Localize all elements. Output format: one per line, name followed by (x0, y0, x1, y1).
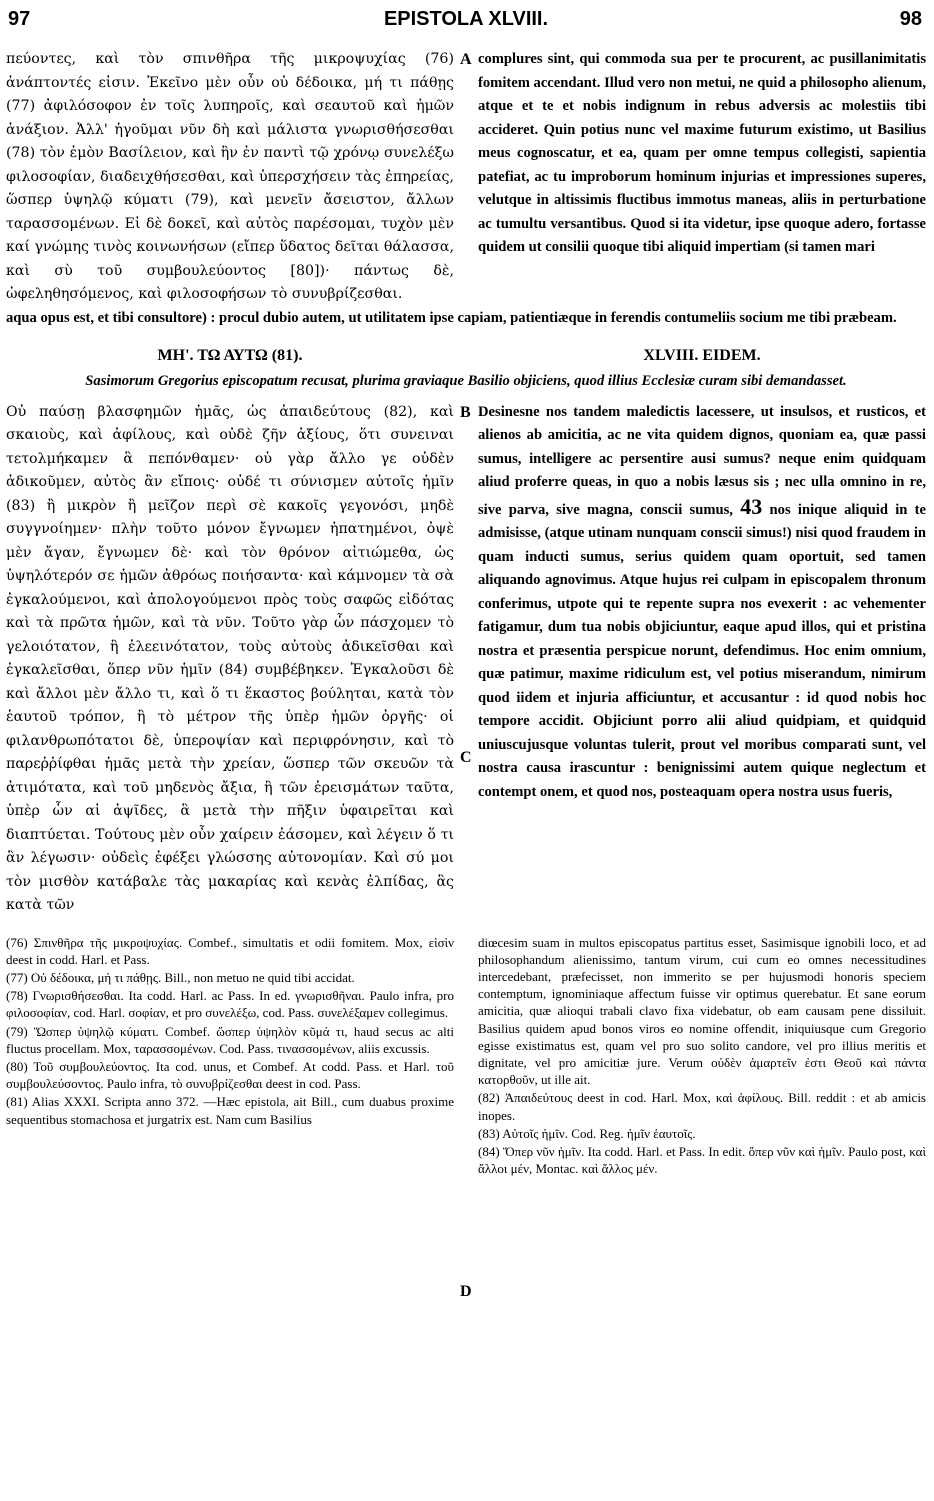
letter-title-greek: ΜΗ'. ΤΩ ΑΥΤΩ (81). (157, 347, 303, 364)
latin-text-main (478, 401, 926, 805)
greek-column-main (6, 401, 454, 918)
document-page (6, 8, 926, 1496)
footnote-76: (76) Σπινθῆρα τῆς μικροψυχίας. Combef., simultatis et odii fomitem. Mox, εἰσὶν deest in codd. Harl. et Pass. (6, 934, 454, 967)
latin-column-main (478, 401, 926, 918)
footnote-77: (77) Οὐ δέδοικα, μή τι πάθῃς. Bill., non metuo ne quid tibi accidat. (6, 969, 355, 985)
footnote-78: (78) Γνωρισθήσεσθαι. Ita codd. Harl. ac Pass. In ed. γνωρισθῆναι. Paulo infra, pro φιλοσοφίαν, cod. Harl. σοφίαν, et pro συνελέξω, cod. Pass. συνελέξαμεν collegimus. (6, 988, 454, 1021)
margin-marker-c: C (460, 748, 472, 766)
latin-text-main-part2: nos inique aliquid in te admisisse, (atque utinam nunquam conscii simus!) nisi quod fraudem in quam inducti sumus, serius quidem quam oportuit, sed tamen aliquando agnovimus. Atque hujus rei culpam in episcopalem thronum conferimus, utpote qui te repente supra nos evexerit : ac vehementer fatigamur, dum tua nobis objiciuntur, eaque apud illos, qui et pristina nostra et præsentia perspicue norunt, defendimus. Hoc enim omnium, quæ patimur, maxime ridiculum est, vel potius miserandum, nimirum quod iidem et injuria afficiuntur, et accusantur : id quod nobis hoc tempore accidit. Objiciunt porro alii aliud quidpiam, et quidquid uniuscujusque voluntas tulerit, prout vel moribus comparati sunt, vel nostra causa irascuntur : benignissimi autem quique neglectum et contempt onem, et quod nos, posteaquam opera nostra usus fueris, (478, 501, 927, 800)
page-number-left: 97 (8, 8, 31, 30)
footnote-81-continued: diœcesim suam in multos episcopatus partitus esset, Sasimisque ignobili loco, et ad philosophandum alienissimo, tantum virum, cui cum eo omnes necessitudines intercedebant, præfecisset, non immerito se per hujusmodi honoris speciem contemptum, ignominiaque affectum fuisse vir optimus querebatur. Et sane eorum amicitia, quæ alioqui trabali clavo fixa videbatur, ob eam causam pene dissiluit. Basilius quidem apud bonos viros eo nomine offendit, iniquiusque cum Gregorio egisse existimatus est, quam vel pro suo solito candore, vel pro illius meritis et dignitate, vel pro amicitiæ jure. Verum οὐδὲν ἁμαρτεῖν ἐστι Θεοῦ καὶ πάντα κατορθοῦν, ut ille ait. (478, 934, 926, 1088)
footnote-82: (82) Ἀπαιδεύτους deest in cod. Harl. Mox, καὶ ἀφίλους. Bill. reddit : et ab amicis inopes. (478, 1090, 926, 1123)
margin-marker-b: B (460, 403, 471, 421)
greek-text-main: Οὐ παύσῃ βλασφημῶν ἡμᾶς, ὡς ἀπαιδεύτους (82), καὶ σκαιοὺς, καὶ ἀφίλους, καὶ οὐδὲ ζῆν ἀξίους, ὅτι συνειναι τετολμήκαμεν ἃ πεπόνθαμεν· οὐ γὰρ ἄλλο γε οὐδὲν ἀδικοῦμεν, αὐτὸς ἂν εἴποις· οὐδέ τι σύνισμεν αὐτοῖς ἡμῖν (83) ἢ μικρὸν ἢ μεῖζον περὶ σὲ κακοῖς γεγονόσι, μηδὲ συγγνοίημεν· πλὴν τοῦτο μόνον ἔγνωμεν ἠπατημένοι, ὀψὲ μὲν ἄγαν, ἔγνωμεν δὲ· καὶ τὸν θρόνον αἰτιώμεθα, ὡς ὑψηλότερόν σε ἡμῶν ἀθρόως ποιήσαντα· καὶ κάμνομεν τὰ σὰ ἐγκαλούμενοι, καὶ ἀπολογούμενοι πρὸς τοὺς σαφῶς εἰδότας καὶ τὰ πρῶτα ἡμῶν, καὶ τὰ νῦν. Τοῦτο γὰρ ὧν πάσχομεν τὸ γελοιότατον, ἢ ἐλεεινότατον, τοὺς αὐτοὺς ἀδικεῖσθαι καὶ ἐγκαλεῖσθαι, ὅπερ νῦν ἡμῖν (84) συμβέβηκεν. Ἐγκαλοῦσι δὲ καὶ ἄλλοι μὲν ἄλλο τι, καὶ ὅ τι ἕκαστος βούληται, κατὰ τὸν ἑαυτοῦ τρόπον, ἢ τὸ μέτρον τῆς ὑπὲρ ἡμῶν ὀργῆς· οἱ φιλανθρωπότατοι δὲ, ὑπεροψίαν καὶ περιφρόνησιν, καὶ τὸ παρεῤῥίφθαι ἡμᾶς μετὰ τὴν χρείαν, ὥσπερ τῶν σκευῶν τὰ ἀτιμότατα, καὶ τοῦ μηδενὸς ἄξια, ἢ τῶν ἐρεισμάτων ταῦτα, ὑπὲρ ὧν αἱ ἀψῖδες, ἃ μετὰ τὴν πῆξιν ὑφαιρεῖται καὶ διαπτύεται. Τούτους μὲν οὖν χαίρειν ἐάσομεν, καὶ λέγειν ὅ τι ἂν λέγωσιν· οὐδεὶς ἐφέξει γλώσσης αὐτονομίαν. Καὶ σύ μοι τὸν μισθὸν κατάβαλε τὰς μακαρίας καὶ κενὰς ἐλπίδας, ἃς κατὰ τῶν (6, 403, 454, 913)
margin-marker-d: D (460, 1283, 472, 1300)
running-title: EPISTOLA XLVIII. (383, 8, 549, 30)
footnotes (6, 934, 926, 1300)
margin-marker-a: A (460, 51, 472, 68)
latin-text-main-part1: Desinesne nos tandem maledictis lacessere, ut insulsos, et rusticos, et alienos ab amicitia, ac ne vita quidem dignos, quoniam ea, quæ passi sumus, intelligere ac persentire ausi sumus? neque enim quidquam aliud proferre queas, in quo a nobis læsus sis ; nec ulla omnino in re, sive parva, sive magna, conscii sumus, (478, 403, 926, 518)
footnote-79: (79) Ὥσπερ ὑψηλῷ κύματι. Combef. ὥσπερ ὑψηλὸν κῦμά τι, haud secus ac alti fluctus procellam. Mox, ταρασσομένων. Cod. Pass. τινασσομένων, aliis excussis. (6, 1023, 454, 1056)
letter-headings (6, 344, 926, 368)
footnotes-right (478, 934, 926, 1178)
latin-text-top: complures sint, qui commoda sua per te procurent, ac pusillanimitatis fomitem accendant. Illud vero non metui, ne quid a philosopho alienum, atque et te et nobis indignum in rebus adversis ac molestiis tibi accideret. Quin potius nunc vel maxime futurum existimo, ut Basilius meus cognoscatur, et ea, quam per omne tempus collegisti, sapientia patefiat, ac tu improborum hominum injurias et impressiones superes, velutque in altissimis fluctibus immotus maneas, aliis in perturbatione ac tumultu versantibus. Quod si ita videtur, ipse quoque adero, fortasse quidem ut consilii quoque tibi aliquid impertiam (si tamen mari (478, 51, 926, 255)
running-head (6, 8, 926, 48)
footnote-81: (81) Alias XXXI. Scripta anno 372. —Hæc epistola, ait Bill., cum duabus proxime sequentibus stomachosa et jurgatrix est. Nam cum Basilius (6, 1094, 454, 1127)
letter-summary: Sasimorum Gregorius episcopatum recusat, plurima graviaque Basilio objiciens, quod illius Ecclesiæ curam sibi demandasset. (85, 372, 847, 389)
column-number-43: 43 (740, 493, 763, 519)
footnote-84: (84) Ὅπερ νῦν ἡμῖν. Ita codd. Harl. et Pass. In edit. ὅπερ νῦν καὶ ἡμῖν. Paulo post, καὶ ἄλλοι μέν, Montac. καὶ ἄλλος μέν. (478, 1143, 926, 1177)
letter-title-latin: XLVIII. EIDEM. (643, 347, 761, 364)
page-number-right: 98 (899, 8, 922, 30)
footnotes-left (6, 934, 454, 1178)
latin-column-top (478, 48, 926, 307)
latin-text-top-continued: aqua opus est, et tibi consultore) : procul dubio autem, ut utilitatem ipse capiam, patientiæque in ferendis contumeliis socium me tibi præbeam. (6, 309, 897, 326)
greek-column-top (6, 48, 454, 307)
footnote-83: (83) Αὐτοῖς ἡμῖν. Cod. Reg. ἡμῖν ἑαυτοῖς. (478, 1125, 696, 1141)
footnote-80: (80) Τοῦ συμβουλεύοντος. Ita cod. unus, et Combef. At codd. Pass. et Harl. τοῦ συμβουλεύσοντος. Paulo infra, τὸ συνυβρίζεσθαι deest in cod. Pass. (6, 1058, 454, 1092)
top-columns (6, 48, 926, 307)
greek-text-top: πεύοντες, καὶ τὸν σπινθῆρα τῆς μικροψυχίας (76) ἀνάπτοντές εἰσιν. Ἐκεῖνο μὲν οὖν οὐ δέδοικα, μή τι πάθῃς (77) ἀφιλόσοφον ἐν τοῖς λυπηροῖς, καὶ σεαυτοῦ καὶ ἡμῶν ἀνάξιον. Ἀλλ' ἡγοῦμαι νῦν δὴ καὶ μάλιστα γνωρισθήσεσθαι (78) τὸν ἐμὸν Βασίλειον, καὶ ἣν ἐν παντὶ τῷ χρόνῳ συνελέξω φιλοσοφίαν, διαδειχθήσεσθαι, καὶ ὑπερσχήσειν τὰς ἐπηρείας, ὥσπερ ὑψηλῷ κύματι (79), καὶ μενεῖν ἄσειστον, ἄλλων ταρασσομένων. Εἰ δὲ δοκεῖ, καὶ αὐτὸς παρέσομαι, τυχὸν μὲν καί γνώμης τινὸς κοινωνήσων (εἴπερ ὕδατος δεῖται θάλασσα, καὶ σὺ τοῦ συμβουλεύοντος [80])· πάντως δὲ, ὠφεληθησόμενος, καὶ φιλοσοφήσων τὸ συνυβρίζεσθαι. (6, 51, 454, 302)
main-columns (6, 401, 926, 918)
